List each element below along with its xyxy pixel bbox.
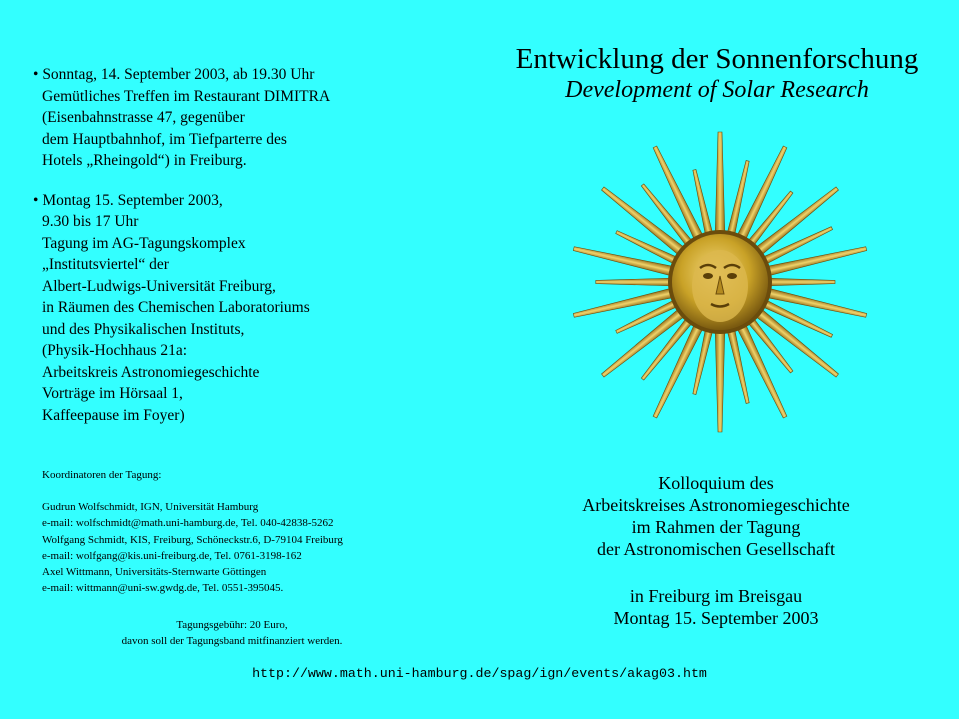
coordinators-heading: Koordinatoren der Tagung: bbox=[42, 469, 162, 481]
colloquium-line: im Rahmen der Tagung bbox=[631, 517, 801, 537]
page-title bbox=[482, 42, 952, 104]
event-url: http://www.math.uni-hamburg.de/spag/ign/events/akag03.htm bbox=[252, 666, 707, 681]
sun-ray bbox=[715, 132, 725, 242]
title-english: Development of Solar Research bbox=[565, 77, 869, 103]
colloquium-location: in Freiburg im Breisgau bbox=[629, 586, 803, 606]
coordinator-line: Axel Wittmann, Universitäts-Sternwarte Göttingen bbox=[42, 566, 267, 579]
bullet-icon: • bbox=[33, 66, 39, 83]
spacer bbox=[42, 483, 442, 499]
schedule-line: • Montag 15. September 2003, bbox=[33, 191, 223, 209]
spacer bbox=[500, 560, 932, 585]
colloquium-line: Arbeitskreises Astronomiegeschichte bbox=[582, 495, 850, 515]
schedule-line: Hotels „Rheingold“) in Freiburg. bbox=[42, 152, 247, 169]
schedule-line: Albert-Ludwigs-Universität Freiburg, bbox=[42, 277, 276, 295]
schedule-line: (Eisenbahnstrasse 47, gegenüber bbox=[42, 109, 245, 126]
sun-ray bbox=[573, 286, 682, 320]
fee-line: Tagungsgebühr: 20 Euro, bbox=[176, 619, 288, 631]
bullet-icon: • bbox=[33, 191, 39, 209]
schedule-line: (Physik-Hochhaus 21a: bbox=[42, 342, 188, 359]
schedule-line: und des Physikalischen Instituts, bbox=[42, 320, 245, 338]
schedule-line: Vorträge im Hörsaal 1, bbox=[42, 385, 183, 402]
coordinator-line: Gudrun Wolfschmidt, IGN, Universität Hamburg bbox=[42, 501, 259, 514]
sun-ray bbox=[758, 244, 867, 278]
schedule-sunday bbox=[33, 64, 433, 172]
coordinator-line: Wolfgang Schmidt, KIS, Freiburg, Schöneckstr.6, D-79104 Freiburg bbox=[42, 533, 343, 546]
coordinators bbox=[42, 467, 442, 596]
schedule-line: „Institutsviertel“ der bbox=[42, 256, 169, 273]
conference-fee bbox=[42, 617, 422, 649]
schedule-line: Arbeitskreis Astronomiegeschichte bbox=[42, 363, 260, 381]
colloquium-line: der Astronomischen Gesellschaft bbox=[597, 539, 835, 559]
coordinator-line: e-mail: wolfschmidt@math.uni-hamburg.de, Tel. 040-42838-5262 bbox=[42, 517, 334, 530]
sun-ray bbox=[596, 278, 677, 286]
schedule-line: in Räumen des Chemischen Laboratoriums bbox=[42, 299, 310, 316]
colloquium-date: Montag 15. September 2003 bbox=[613, 608, 819, 628]
sun-ray bbox=[715, 322, 725, 432]
title-german: Entwicklung der Sonnenforschung bbox=[515, 43, 919, 75]
colloquium-line: Kolloquium des bbox=[658, 473, 774, 493]
sun-ray bbox=[573, 244, 682, 278]
schedule-line: 9.30 bis 17 Uhr bbox=[42, 213, 139, 230]
schedule-line: dem Hauptbahnhof, im Tiefparterre des bbox=[42, 130, 287, 148]
schedule-line: Kaffeepause im Foyer) bbox=[42, 406, 185, 424]
schedule bbox=[33, 64, 433, 426]
coordinator-line: e-mail: wittmann@uni-sw.gwdg.de, Tel. 0551-395045. bbox=[42, 582, 284, 595]
fee-line: davon soll der Tagungsband mitfinanziert werden. bbox=[121, 635, 343, 648]
schedule-monday bbox=[33, 190, 433, 427]
schedule-line: Gemütliches Treffen im Restaurant DIMITRA bbox=[42, 87, 331, 105]
schedule-line: • Sonntag, 14. September 2003, ab 19.30 Uhr bbox=[33, 66, 315, 83]
colloquium-info bbox=[500, 472, 932, 629]
sun-face-icon bbox=[570, 112, 870, 457]
schedule-line: Tagung im AG-Tagungskomplex bbox=[42, 234, 246, 252]
sun-ray bbox=[758, 286, 867, 320]
coordinator-line: e-mail: wolfgang@kis.uni-freiburg.de, Tel. 0761-3198-162 bbox=[42, 549, 302, 562]
